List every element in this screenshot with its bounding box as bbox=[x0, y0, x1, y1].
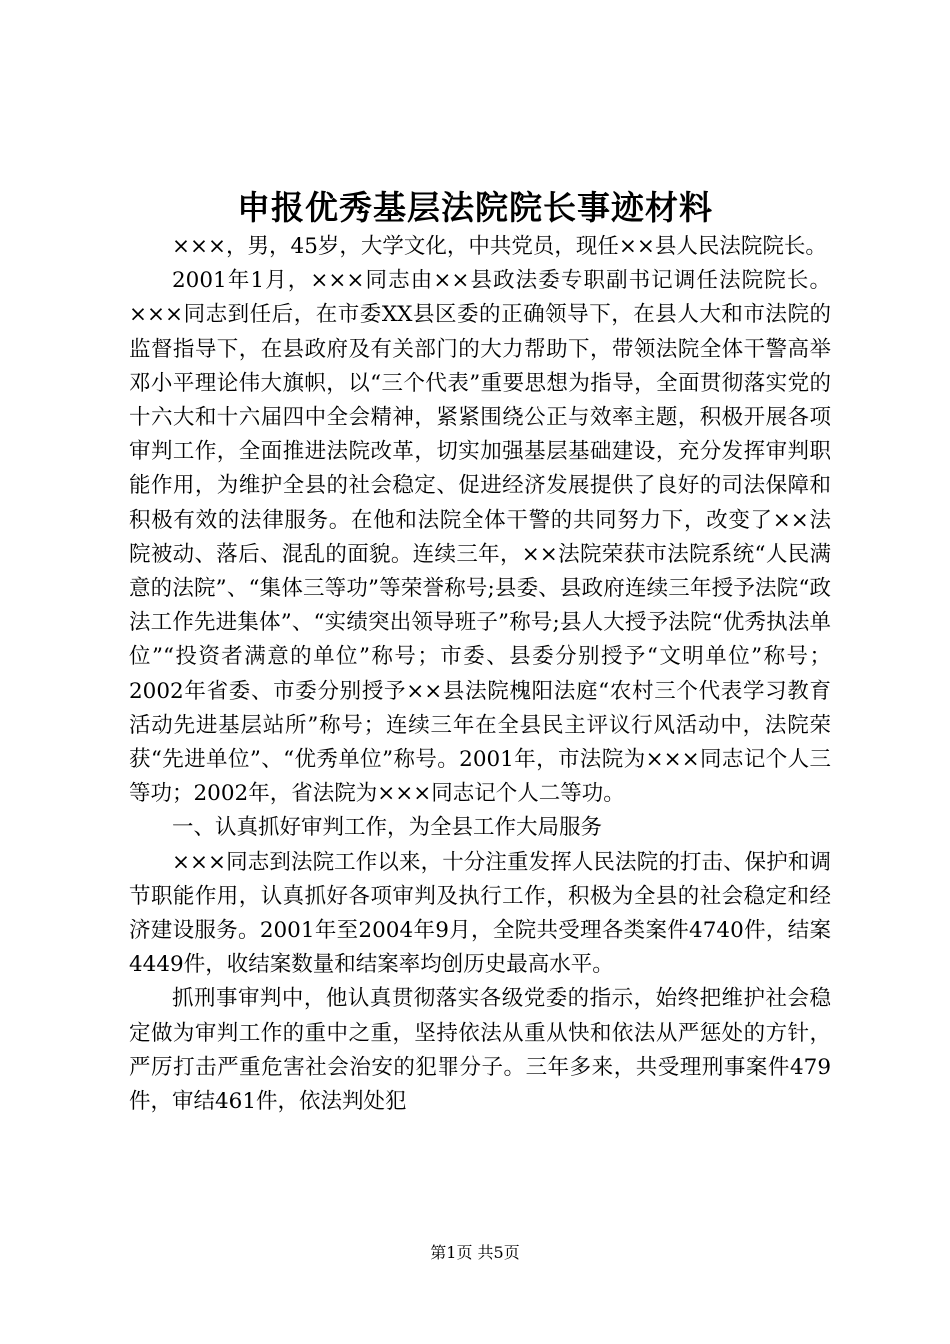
paragraph-trial-work: ×××同志到法院工作以来，十分注重发挥人民法院的打击、保护和调节职能作用，认真抓好各项审判及执行工作，积极为全县的社会稳定和经济建设服务。2001年至2004年9月，全院共受理各类案件4740件，结案4449件，收结案数量和结案率均创历史最高水平。 bbox=[129, 849, 831, 978]
paragraph-overview: 2001年1月，×××同志由××县政法委专职副书记调任法院院长。×××同志到任后，在市委XX县区委的正确领导下，在县人大和市法院的监督指导下，在县政府及有关部门的大力帮助下，带领法院全体干警高举邓小平理论伟大旗帜，以“三个代表”重要思想为指导，全面贯彻落实党的十六大和十六届四中全会精神，紧紧围绕公正与效率主题，积极开展各项审判工作，全面推进法院改革，切实加强基层基础建设，充分发挥审判职能作用，为维护全县的社会稳定、促进经济发展提供了良好的司法保障和积极有效的法律服务。在他和法院全体干警的共同努力下，改变了××法院被动、落后、混乱的面貌。连续三年，××法院荣获市法院系统“人民满意的法院”、“集体三等功”等荣誉称号;县委、县政府连续三年授予法院“政法工作先进集体”、“实绩突出领导班子”称号;县人大授予法院“优秀执法单位”“投资者满意的单位”称号；市委、县委分别授予“文明单位”称号；2002年省委、市委分别授予××县法院槐阳法庭“农村三个代表学习教育活动先进基层站所”称号；连续三年在全县民主评议行风活动中，法院荣获“先进单位”、“优秀单位”称号。2001年，市法院为×××同志记个人三等功；2002年，省法院为×××同志记个人二等功。 bbox=[129, 268, 831, 807]
document-title: 申报优秀基层法院院长事迹材料 bbox=[237, 188, 713, 227]
paragraph-criminal-trial: 抓刑事审判中，他认真贯彻落实各级党委的指示，始终把维护社会稳定做为审判工作的重中之重，坚持依法从重从快和依法从严惩处的方针，严厉打击严重危害社会治安的犯罪分子。三年多来，共受理刑事案件479件，审结461件，依法判处犯 bbox=[129, 986, 831, 1115]
section-heading-1: 一、认真抓好审判工作，为全县工作大局服务 bbox=[172, 815, 603, 841]
page-footer: 第1页 共5页 bbox=[430, 1243, 520, 1262]
paragraph-intro: ×××，男，45岁，大学文化，中共党员，现任××县人民法院院长。 bbox=[172, 234, 827, 259]
document-body bbox=[129, 230, 831, 1119]
